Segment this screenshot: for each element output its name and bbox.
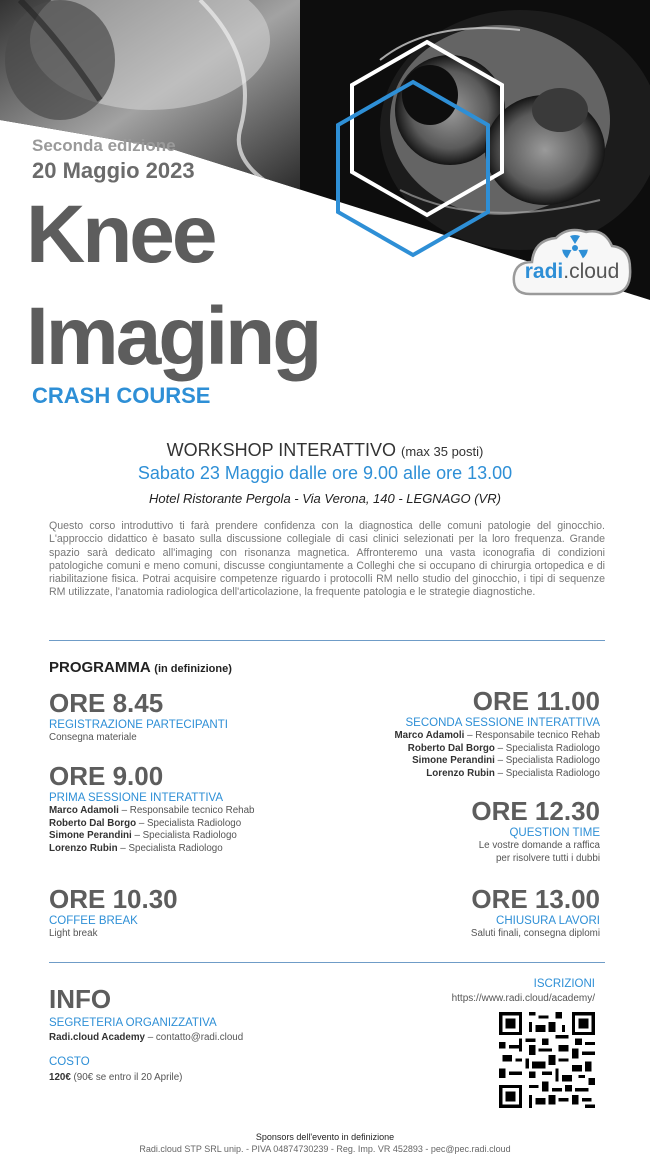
session-time: ORE 12.30 [471,796,600,826]
session-detail: per risolvere tutti i dubbi [495,852,600,864]
segreteria-contact: Radi.cloud Academy – contatto@radi.cloud [49,1032,244,1043]
workshop-title: WORKSHOP INTERATTIVO (max 35 posti) [166,440,484,460]
costo-value: 120€ (90€ se entro il 20 Aprile) [49,1072,183,1083]
company-info: Radi.cloud STP SRL unip. - PIVA 04874730239 - Reg. Imp. VR 452893 - pec@pec.radi.cloud [139,1144,511,1154]
costo-label: COSTO [49,1056,90,1068]
speaker-line: Roberto Dal Borgo – Specialista Radiologo [407,742,600,754]
programma-heading: PROGRAMMA (in definizione) [49,659,232,676]
radi-cloud-logo [508,224,636,298]
title-line-1: Knee [26,189,215,280]
speaker-line: Lorenzo Rubin – Specialista Radiologo [49,842,223,854]
course-description: Questo corso introduttivo ti farà prendere confidenza con la diagnostica delle comuni patologie del ginocchio. L'approccio didattico è basato sulla discussione collegiale di casi clinici selezionati per la loro frequenza. Grande spazio sarà dedicato all'imaging con risonanza magnetica. Affronteremo una vasta iconografia di condizioni patologiche comuni e meno comuni, discusse congiuntamente a Colleghi che si occupano di chirurgia ortopedica e di riabilitazione fisica. Potrai acquisire competenze riguardo i protocolli RM nello studio del ginocchio, i tipi di sequenze RM utilizzate, l'anatomia radiologica dell'articolazione, la frequente patologia e le strategie diagnostiche. [49,520,605,599]
speaker-line: Simone Perandini – Specialista Radiologo [49,830,237,841]
session-0845 [49,688,228,745]
qr-code-icon[interactable] [499,1012,595,1108]
session-title: QUESTION TIME [509,827,600,839]
title-line-2: Imaging [26,291,320,382]
info-heading: INFO [49,984,112,1014]
session-time: ORE 11.00 [472,686,600,716]
iscrizioni-label: ISCRIZIONI [533,978,595,990]
session-title: SECONDA SESSIONE INTERATTIVA [405,717,600,729]
session-time: ORE 13.00 [471,884,600,914]
session-time: ORE 9.00 [49,761,164,791]
session-time: ORE 10.30 [49,884,178,914]
divider-top [49,640,605,641]
course-subtitle: CRASH COURSE [32,383,211,408]
speaker-line: Simone Perandini – Specialista Radiologo [412,755,600,766]
iscrizioni-url[interactable]: https://www.radi.cloud/academy/ [451,993,595,1004]
speaker-line: Marco Adamoli – Responsabile tecnico Rehab [49,805,255,816]
session-detail: Saluti finali, consegna diplomi [470,928,600,939]
sponsors-note: Sponsors dell'evento in definizione [255,1132,395,1142]
session-title: PRIMA SESSIONE INTERATTIVA [49,792,224,804]
session-1300 [471,884,600,941]
session-detail: Light break [49,928,98,939]
speaker-line: Roberto Dal Borgo – Specialista Radiologo [49,817,242,829]
speaker-line: Lorenzo Rubin – Specialista Radiologo [426,767,600,779]
session-time: ORE 8.45 [49,688,164,718]
divider-bottom [49,962,605,963]
workshop-location: Hotel Ristorante Pergola - Via Verona, 140 - LEGNAGO (VR) [149,491,501,506]
session-detail: Consegna materiale [49,732,137,743]
session-title: CHIUSURA LAVORI [496,915,600,927]
session-1230 [471,796,600,865]
session-1030 [49,884,178,941]
session-detail: Le vostre domande a raffica [478,840,600,851]
session-title: COFFEE BREAK [49,915,138,927]
edition-label: Seconda edizione [32,136,176,155]
session-0900 [49,761,255,855]
speaker-line: Marco Adamoli – Responsabile tecnico Rehab [394,730,600,741]
logo-wordmark: radi.cloud [524,260,620,283]
workshop-datetime: Sabato 23 Maggio dalle ore 9.00 alle ore 13.00 [137,463,513,483]
segreteria-label: SEGRETERIA ORGANIZZATIVA [49,1017,217,1029]
event-date: 20 Maggio 2023 [32,158,195,183]
session-title: REGISTRAZIONE PARTECIPANTI [49,719,228,731]
session-1100 [395,686,601,780]
